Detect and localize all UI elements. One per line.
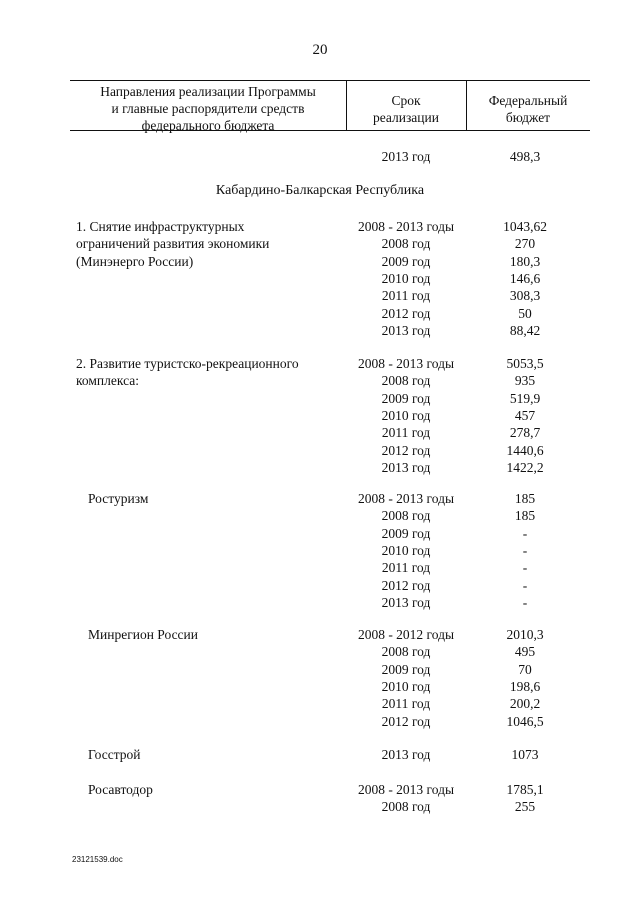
- row-term: 2011 год: [381, 288, 431, 304]
- row-value: 278,7: [509, 425, 541, 441]
- row-term: 2012 год: [381, 305, 431, 321]
- row-term: 2010 год: [381, 542, 431, 558]
- row-value: 146,6: [509, 270, 541, 286]
- row-term: 2009 год: [381, 661, 431, 677]
- row-value: 1422,2: [506, 459, 544, 475]
- header-term-line: реализации: [373, 110, 439, 125]
- section-description-line: Минрегион России: [88, 627, 198, 642]
- section-description-line: Госстрой: [88, 747, 141, 762]
- row-term: 2012 год: [381, 577, 431, 593]
- row-term: 2008 год: [381, 508, 431, 524]
- row-term: 2009 год: [381, 390, 431, 406]
- header-term: [346, 92, 466, 126]
- header-budget: [466, 92, 590, 126]
- row-value: -: [522, 542, 528, 558]
- row-value: 88,42: [509, 322, 541, 338]
- row-value: 519,9: [509, 390, 541, 406]
- header-top-rule: [70, 80, 590, 81]
- row-value: 308,3: [509, 288, 541, 304]
- section-description-line: (Минэнерго России): [76, 253, 194, 269]
- row-value: 1043,62: [503, 219, 547, 234]
- section-description-line: 2. Развитие туристско-рекреационного: [76, 356, 299, 371]
- row-term: 2009 год: [381, 253, 431, 269]
- row-term: 2010 год: [381, 678, 431, 694]
- row-value: 50: [518, 305, 532, 321]
- section-description-line: комплекса:: [76, 373, 139, 389]
- row-value: -: [522, 560, 528, 576]
- row-term: 2011 год: [381, 560, 431, 576]
- row-value: 1785,1: [506, 782, 544, 797]
- row-term: 2008 год: [381, 644, 431, 660]
- header-term-line: Срок: [391, 93, 421, 108]
- footer-filename: 23121539.doc: [72, 855, 123, 864]
- row-term: 2008 - 2013 годы: [357, 782, 455, 797]
- table-header: [70, 80, 590, 133]
- row-term: 2013 год: [381, 747, 431, 762]
- row-term: 2013 год: [381, 322, 431, 338]
- row-value: 198,6: [509, 678, 541, 694]
- row-value: 5053,5: [506, 356, 544, 371]
- section-description-line: ограничений развития экономики: [76, 236, 270, 252]
- row-value: 495: [514, 644, 536, 660]
- region-heading: Кабардино-Балкарская Республика: [215, 183, 425, 198]
- row-value: 1046,5: [506, 713, 544, 729]
- row-term: 2011 год: [381, 696, 431, 712]
- header-budget-line: бюджет: [505, 110, 551, 125]
- row-value: -: [522, 525, 528, 541]
- section-description-line: 1. Снятие инфраструктурных: [76, 219, 245, 234]
- row-value: 70: [518, 661, 532, 677]
- row-term: 2008 - 2013 годы: [357, 491, 455, 506]
- top-row-value: 498,3: [509, 149, 541, 164]
- row-term: 2010 год: [381, 407, 431, 423]
- row-term: 2008 - 2013 годы: [357, 219, 455, 234]
- row-value: 1440,6: [506, 442, 544, 458]
- row-value: 935: [514, 373, 536, 389]
- header-budget-line: Федеральный: [488, 93, 568, 108]
- header-directions: [70, 83, 346, 134]
- row-term: 2008 год: [381, 373, 431, 389]
- row-term: 2008 - 2012 годы: [357, 627, 455, 642]
- row-value: 457: [514, 407, 536, 423]
- row-value: -: [522, 577, 528, 593]
- row-value: 180,3: [509, 253, 541, 269]
- row-value: 200,2: [509, 696, 541, 712]
- row-value: 255: [514, 799, 536, 815]
- row-value: -: [522, 594, 528, 610]
- section-description-line: Ростуризм: [88, 491, 149, 506]
- row-value: 185: [514, 508, 536, 524]
- header-directions-line: Направления реализации Программы: [100, 84, 316, 99]
- row-term: 2008 год: [381, 799, 431, 815]
- header-directions-line: федерального бюджета: [141, 118, 275, 133]
- section-description-line: Росавтодор: [88, 782, 153, 797]
- row-term: 2010 год: [381, 270, 431, 286]
- row-term: 2011 год: [381, 425, 431, 441]
- row-value: 270: [514, 236, 536, 252]
- header-directions-line: и главные распорядители средств: [111, 101, 305, 116]
- row-value: 185: [514, 491, 536, 506]
- row-term: 2008 - 2013 годы: [357, 356, 455, 371]
- row-term: 2008 год: [381, 236, 431, 252]
- row-term: 2013 год: [381, 459, 431, 475]
- row-value: 1073: [511, 747, 539, 762]
- page-number: 20: [312, 42, 328, 58]
- row-term: 2012 год: [381, 713, 431, 729]
- row-term: 2012 год: [381, 442, 431, 458]
- top-row-term: 2013 год: [381, 149, 431, 164]
- row-value: 2010,3: [506, 627, 544, 642]
- row-term: 2009 год: [381, 525, 431, 541]
- row-term: 2013 год: [381, 594, 431, 610]
